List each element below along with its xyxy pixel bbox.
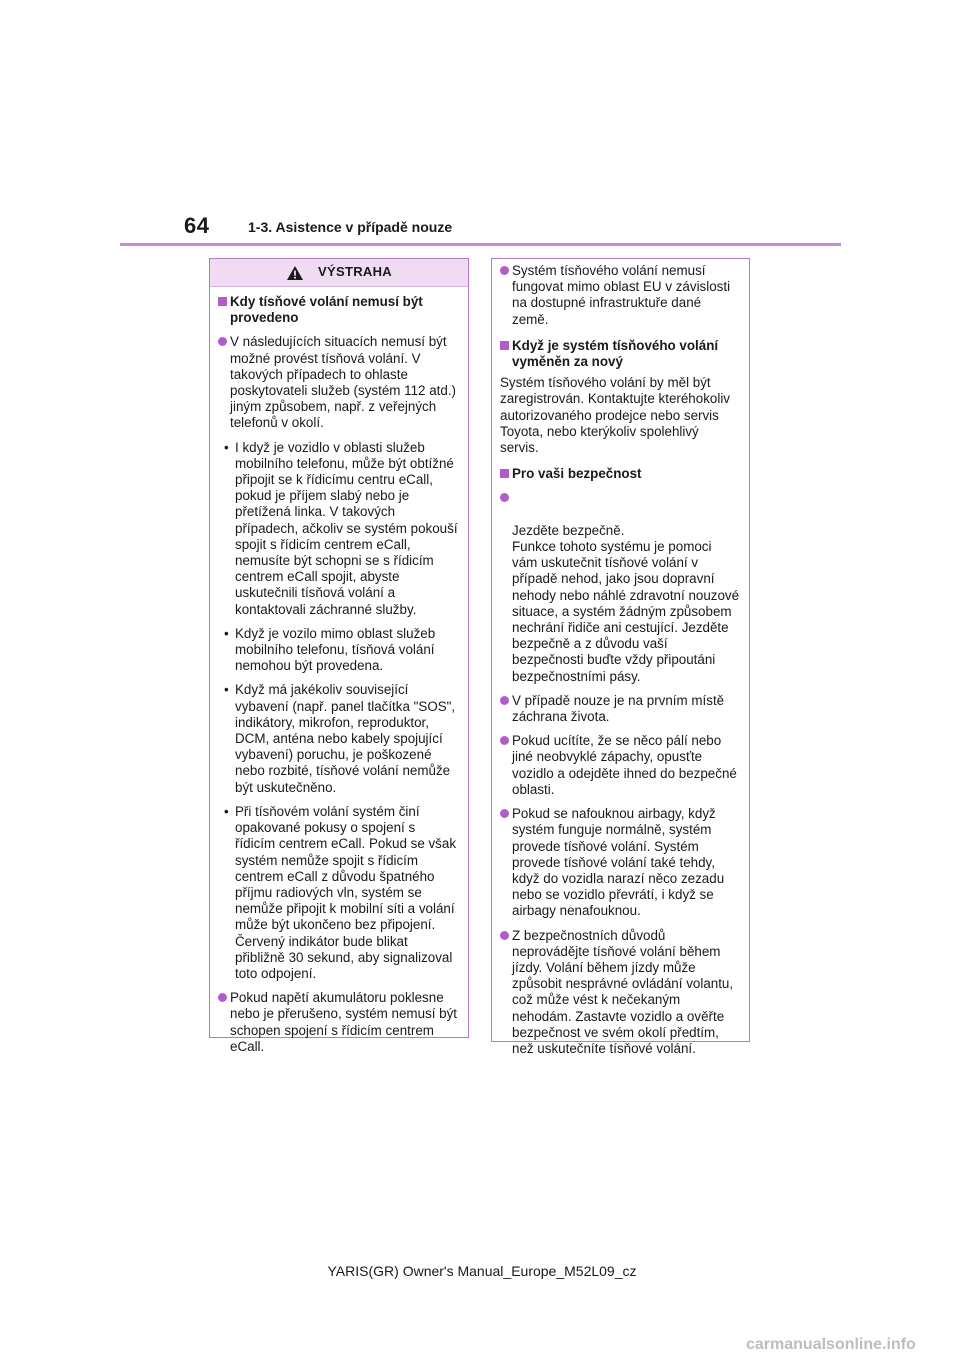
section-title: 1-3. Asistence v případě nouze bbox=[248, 219, 453, 235]
subheading-when-call-fails: Kdy tísňové volání nemusí být provedeno bbox=[218, 294, 459, 326]
warning-icon bbox=[286, 265, 304, 281]
list-item: Pokud se nafouknou airbagy, když systém funguje normálně, systém provede tísňové volání. Systém provede tísňové volání také tehdy, když do vozidla narazí něco zezadu nebo se vozidlo převrátí, i když se airbagy nenafouknou. bbox=[500, 806, 740, 919]
warning-label: VÝSTRAHA bbox=[318, 264, 392, 280]
list-item: • I když je vozidlo v oblasti služeb mobilního telefonu, může být obtížné připojit se k řídicímu centru eCall, pokud je příjem slabý nebo je přetížená linka. V takových případech, ačkoliv se systém pokouší spojit s řídicím centrem eCall, nemusíte být schopni se s řídicím centrem eCall spojit, abyste uskutečnili tísňová volání a kontaktovali záchranné služby. bbox=[218, 440, 459, 618]
list-item: V následujících situacích nemusí být možné provést tísňová volání. V takových případech to ohlaste poskytovateli služeb (systém 112 atd.) jiným způsobem, např. z veřejných telefonů v okolí. bbox=[218, 334, 459, 431]
bullet-dot-icon bbox=[218, 337, 227, 346]
warning-box-continued bbox=[491, 258, 750, 1056]
list-item: • Při tísňovém volání systém činí opakované pokusy o spojení s řídicím centrem eCall. Pokud se však systém nemůže spojit s řídicím centrem eCall z důvodu špatného příjmu radiových vln, systém se nemůže připojit k mobilní síti a volání může být ukončeno bez připojení. Červený indikátor bude blikat přibližně 30 sekund, aby signalizoval toto odpojení. bbox=[218, 804, 459, 982]
subheading-replacement: Když je systém tísňového volání vyměněn za nový bbox=[500, 338, 740, 370]
warning-box bbox=[209, 258, 469, 1054]
list-item: V případě nouze je na prvním místě záchrana života. bbox=[500, 693, 740, 725]
bullet-dot-icon bbox=[500, 493, 509, 502]
bullet-dot-icon bbox=[218, 993, 227, 1002]
list-item: • Když je vozilo mimo oblast služeb mobilního telefonu, tísňová volání nemohou být provedena. bbox=[218, 626, 459, 675]
list-item: Systém tísňového volání nemusí fungovat mimo oblast EU v závislosti na dostupné infrastruktuře dané země. bbox=[500, 263, 740, 328]
bullet-dot-icon bbox=[500, 736, 509, 745]
warning-header bbox=[210, 259, 468, 287]
list-item: Pokud ucítíte, že se něco pálí nebo jiné neobvyklé zápachy, opusťte vozidlo a odejděte ihned do bezpečné oblasti. bbox=[500, 733, 740, 798]
bullet-dot-icon bbox=[500, 266, 509, 275]
paragraph-registration: Systém tísňového volání by měl být zaregistrován. Kontaktujte kteréhokoliv autorizovaného prodejce nebo servis Toyota, nebo kterýkoliv spolehlivý servis. bbox=[500, 375, 730, 456]
bullet-dot-icon bbox=[500, 696, 509, 705]
bullet-dot-icon bbox=[500, 809, 509, 818]
bullet-dot-icon bbox=[500, 931, 509, 940]
page-number: 64 bbox=[184, 213, 210, 238]
list-item: Jezděte bezpečně. Funkce tohoto systému je pomoci vám uskutečnit tísňové volání v případě nehod, jako jsou dopravní nehody nebo náhlé zdravotní nouzové situace, a systém žádným způsobem nechrání řidiče ani cestující. Jezděte bezpečně a z důvodu vaší bezpečnosti buďte vždy připoutáni bezpečnostními pásy. bbox=[500, 490, 740, 684]
header-rule bbox=[120, 243, 841, 246]
watermark: carmanualsonline.info bbox=[746, 1336, 916, 1353]
list-item: • Když má jakékoliv související vybavení (např. panel tlačítka "SOS", indikátory, mikrofon, reproduktor, DCM, anténa nebo kabely spojující vybavení) poruchu, je poškozené nebo rozbité, tísňové volání nemůže být uskutečněno. bbox=[218, 682, 459, 795]
list-item: Pokud napětí akumulátoru poklesne nebo je přerušeno, systém nemusí být schopen spojení s řídicím centrem eCall. bbox=[218, 990, 459, 1055]
footer-manual-id: YARIS(GR) Owner's Manual_Europe_M52L09_cz bbox=[327, 1263, 637, 1279]
list-item: Z bezpečnostních důvodů neprovádějte tísňové volání během jízdy. Volání během jízdy může způsobit nesprávné ovládání volantu, což může vést k nečekaným nehodám. Zastavte vozidlo a ověřte bezpečnost ve svém okolí předtím, než uskutečníte tísňové volání. bbox=[500, 928, 740, 1058]
subheading-safety: Pro vaši bezpečnost bbox=[500, 466, 740, 482]
